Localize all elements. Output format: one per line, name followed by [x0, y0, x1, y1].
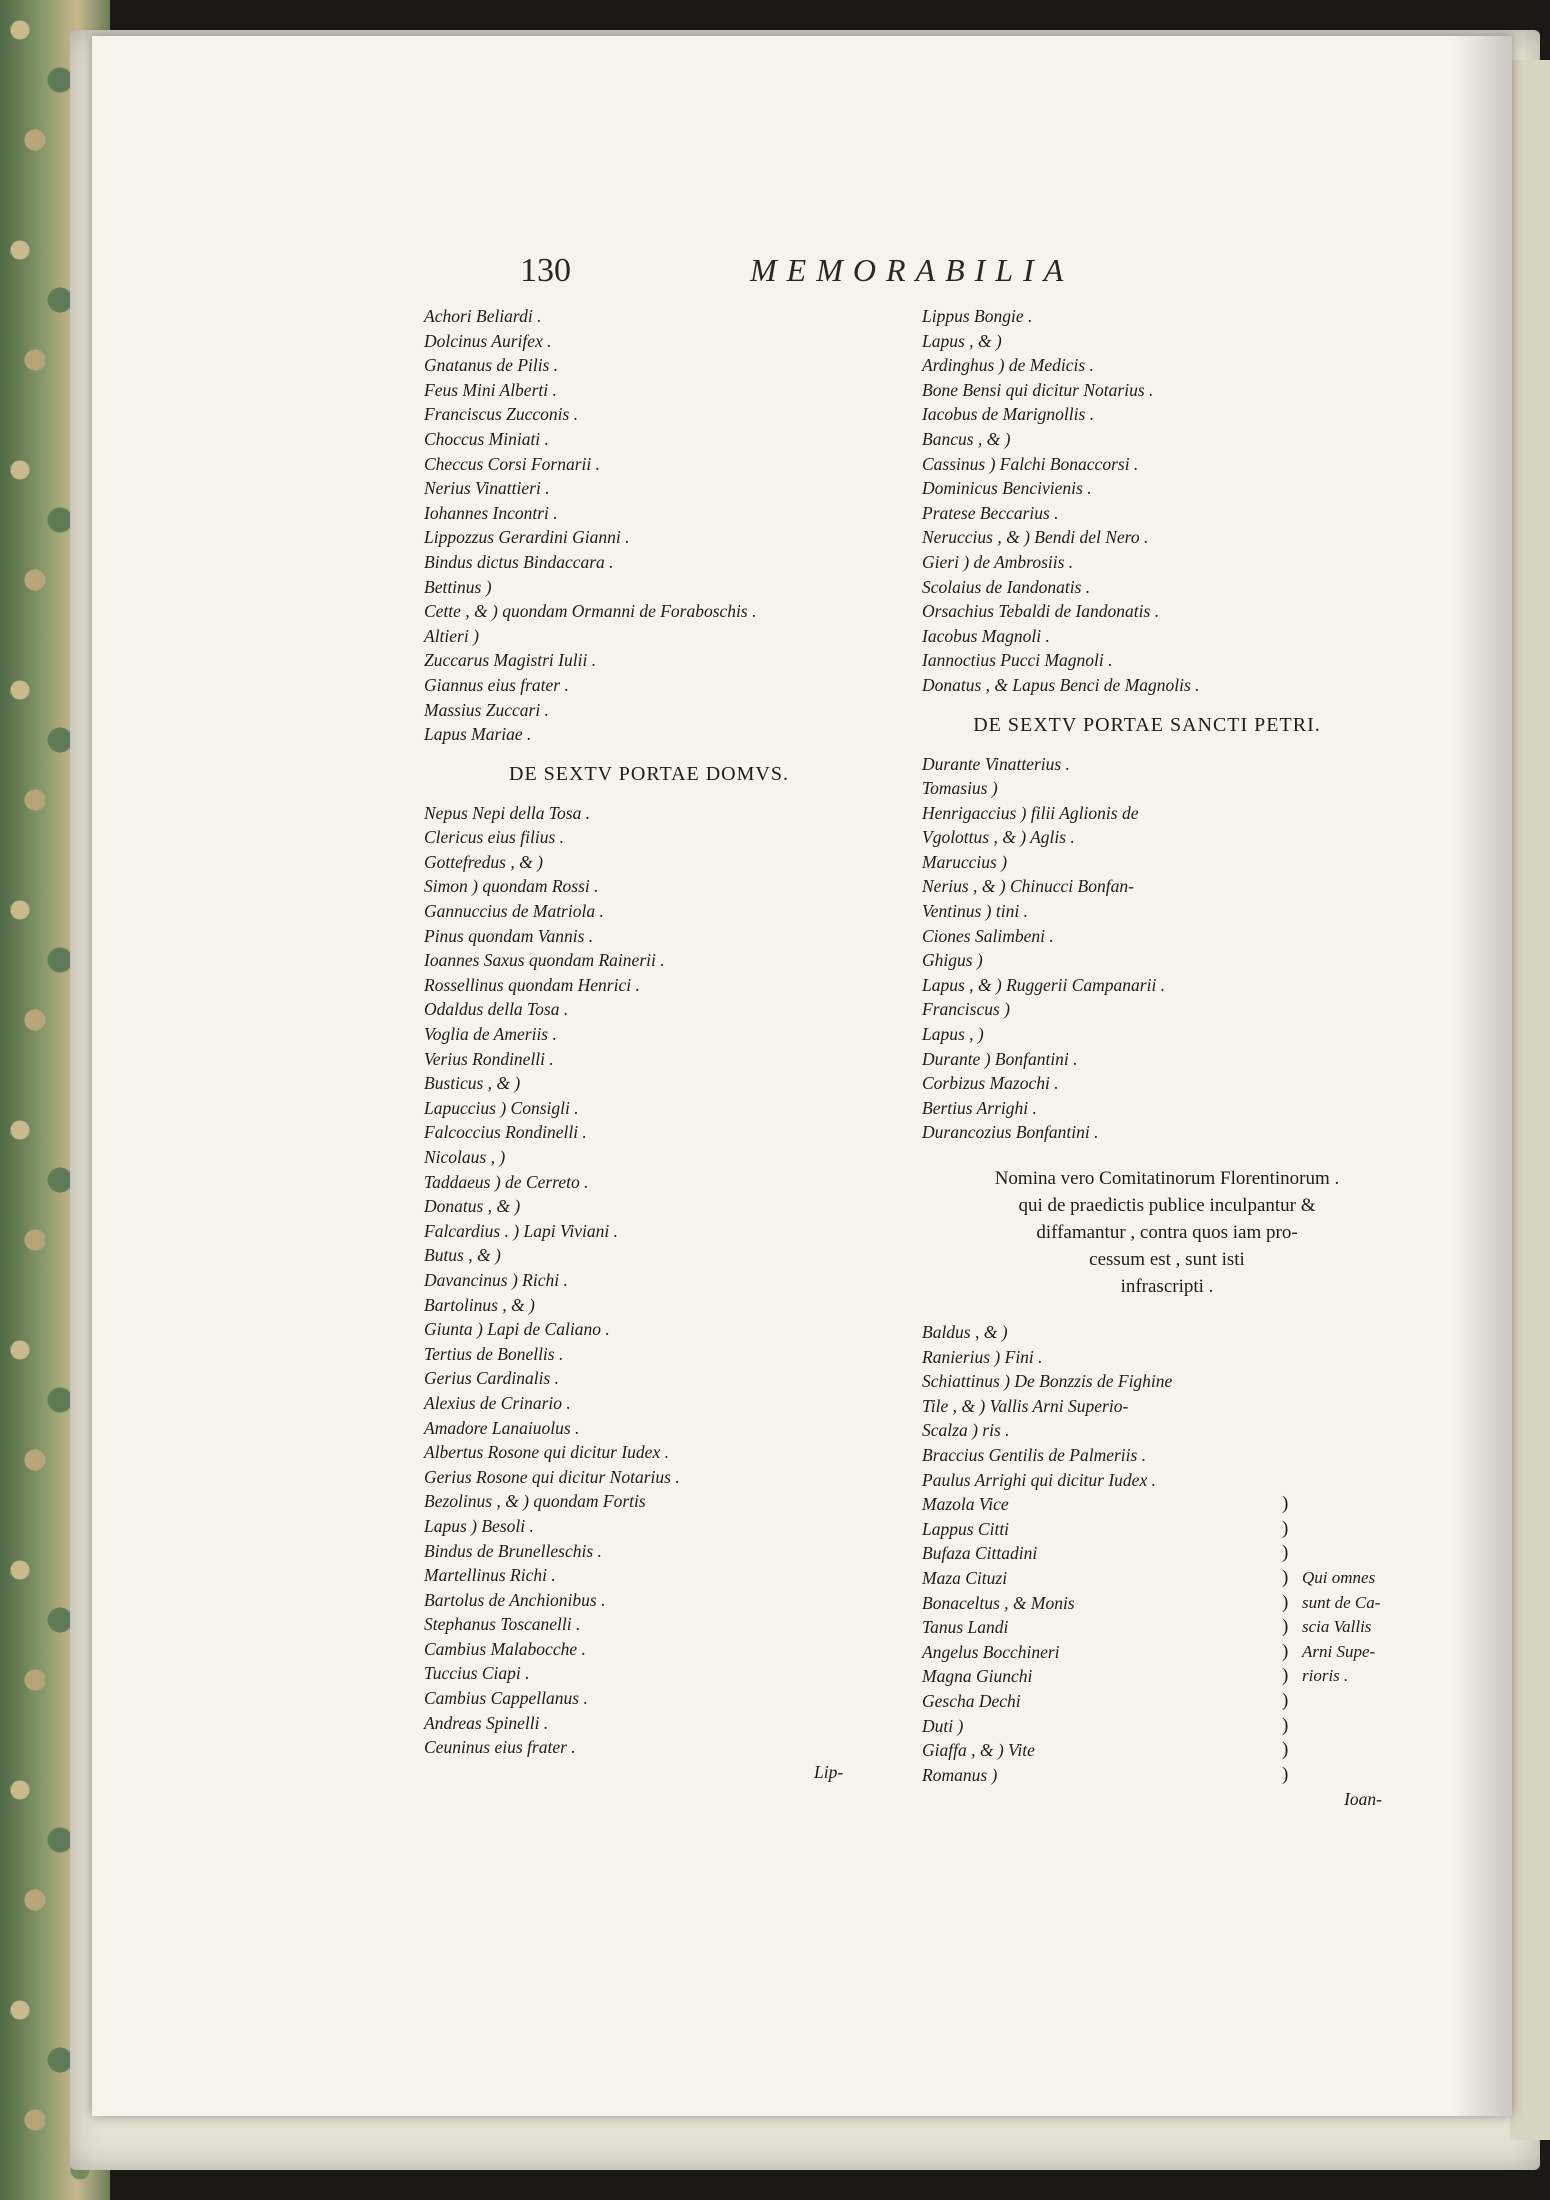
name-entry: Lapus , ) [922, 1024, 984, 1045]
name-entry: Tuccius Ciapi . [424, 1663, 530, 1684]
brace-mark: ) [1282, 1542, 1289, 1564]
name-entry: Clericus eius filius . [424, 827, 564, 848]
nomina-heading-line: diffamantur , contra quos iam pro- [1036, 1222, 1298, 1243]
name-entry [922, 1763, 1412, 1788]
name-entry: Franciscus Zucconis . [424, 404, 579, 425]
name-entry-text: Lappus Citti [922, 1518, 1010, 1539]
name-entry [922, 1640, 1412, 1665]
name-entry: Lapuccius ) Consigli . [424, 1097, 579, 1118]
name-entry: Falcardius . ) Lapi Viviani . [424, 1220, 618, 1241]
name-entry: Butus , & ) [424, 1245, 501, 1266]
spacer [922, 1300, 1412, 1320]
catchword: Lip- [814, 1761, 844, 1782]
name-entry: Altieri ) [424, 625, 479, 646]
name-entry: Donatus , & Lapus Benci de Magnolis . [922, 674, 1200, 695]
name-entry: Feus Mini Alberti . [424, 379, 557, 400]
name-entry: Bartolinus , & ) [424, 1294, 535, 1315]
name-entry: Durante Vinatterius . [922, 753, 1070, 774]
name-entry: Giannus eius frater . [424, 674, 569, 695]
name-entry: Neruccius , & ) Bendi del Nero . [922, 527, 1149, 548]
name-entry: Martellinus Richi . [424, 1565, 556, 1586]
brace-annotation: rioris . [1302, 1666, 1349, 1686]
name-entry: Iohannes Incontri . [424, 502, 558, 523]
name-entry: Pratese Beccarius . [922, 502, 1059, 523]
section-heading-porta-petri: DE SEXTV PORTAE SANCTI PETRI. [973, 713, 1321, 736]
name-entry: Bartolus de Anchionibus . [424, 1589, 606, 1610]
name-entry: Pinus quondam Vannis . [424, 925, 594, 946]
name-entry: Giunta ) Lapi de Caliano . [424, 1319, 610, 1340]
name-entry: Ventinus ) tini . [922, 901, 1028, 922]
name-entry [922, 1664, 1412, 1689]
name-entry: Busticus , & ) [424, 1073, 521, 1094]
name-entry: Tertius de Bonellis . [424, 1343, 564, 1364]
brace-mark: ) [1282, 1517, 1289, 1539]
brace-annotation: scia Vallis [1302, 1617, 1372, 1637]
name-entry [922, 1566, 1412, 1591]
name-entry [922, 1738, 1412, 1763]
name-entry: Bezolinus , & ) quondam Fortis [424, 1491, 646, 1512]
nomina-heading-line: infrascripti . [1120, 1276, 1214, 1297]
name-entry: Bancus , & ) [922, 428, 1011, 449]
name-entry: Gottefredus , & ) [424, 851, 543, 872]
left-column [424, 304, 914, 1784]
name-entry: Durancozius Bonfantini . [922, 1122, 1099, 1143]
nomina-heading [922, 1165, 1412, 1300]
name-entry: Rossellinus quondam Henrici . [424, 974, 640, 995]
name-entry: Massius Zuccari . [424, 699, 549, 720]
name-entry: Gerius Cardinalis . [424, 1368, 559, 1389]
name-entry: Ardinghus ) de Medicis . [922, 355, 1094, 376]
name-entry-text: Magna Giunchi [922, 1666, 1033, 1687]
name-entry: Lippozzus Gerardini Gianni . [424, 527, 630, 548]
brace-mark: ) [1282, 1763, 1289, 1785]
name-entry: Bindus dictus Bindaccara . [424, 551, 614, 572]
name-entry: Corbizus Mazochi . [922, 1073, 1059, 1094]
name-entry: Dominicus Bencivienis . [922, 478, 1092, 499]
page-header [520, 252, 1320, 292]
name-entry: Simon ) quondam Rossi . [424, 876, 599, 897]
name-entry: Achori Beliardi . [424, 306, 542, 326]
brace-annotation: Arni Supe- [1302, 1641, 1376, 1661]
brace-mark: ) [1282, 1493, 1289, 1515]
brace-mark: ) [1282, 1616, 1289, 1638]
name-entry-text: Tanus Landi [922, 1617, 1009, 1638]
running-title: MEMORABILIA [750, 252, 1074, 288]
name-entry: Ceuninus eius frater . [424, 1737, 576, 1758]
page-gutter-shadow [1452, 36, 1512, 2116]
brace-mark: ) [1282, 1591, 1289, 1613]
brace-mark: ) [1282, 1640, 1289, 1662]
name-entry: Gannuccius de Matriola . [424, 901, 604, 922]
name-entry-text: Giaffa , & ) Vite [922, 1740, 1035, 1761]
name-entry-text: Bufaza Cittadini [922, 1543, 1038, 1564]
name-entry: Nepus Nepi della Tosa . [424, 802, 591, 823]
nomina-heading-line: cessum est , sunt isti [1089, 1249, 1245, 1270]
name-entry: Paulus Arrighi qui dicitur Iudex . [922, 1469, 1156, 1490]
right-column [922, 304, 1412, 1812]
name-entry: Albertus Rosone qui dicitur Iudex . [424, 1442, 669, 1463]
spacer [922, 1145, 1412, 1165]
name-entry: Baldus , & ) [922, 1322, 1008, 1342]
name-entry: Tomasius ) [922, 778, 998, 799]
name-entry: Franciscus ) [922, 999, 1010, 1020]
name-entry: Durante ) Bonfantini . [922, 1048, 1078, 1069]
name-entry: Dolcinus Aurifex . [424, 330, 552, 351]
name-entry: Iacobus Magnoli . [922, 625, 1050, 646]
name-entry: Davancinus ) Richi . [424, 1269, 568, 1290]
name-entry: Tile , & ) Vallis Arni Superio- [922, 1395, 1129, 1416]
catchword: Ioan- [1344, 1789, 1382, 1810]
name-entry: Maruccius ) [922, 851, 1008, 872]
name-entry [922, 1714, 1412, 1739]
name-entry [922, 1517, 1412, 1542]
catchword-line [922, 1787, 1412, 1812]
name-entry-text: Gescha Dechi [922, 1690, 1021, 1711]
name-entry: Lapus Mariae . [424, 724, 532, 745]
name-entry: Braccius Gentilis de Palmeriis . [922, 1444, 1147, 1465]
name-entry: Ciones Salimbeni . [922, 925, 1054, 946]
brace-mark: ) [1282, 1689, 1289, 1711]
name-entry-text: Mazola Vice [922, 1494, 1009, 1515]
name-entry: Schiattinus ) De Bonzzis de Fighine [922, 1371, 1173, 1392]
name-entry: Gerius Rosone qui dicitur Notarius . [424, 1466, 680, 1487]
name-entry [922, 1615, 1412, 1640]
name-entry: Lippus Bongie . [922, 306, 1033, 326]
name-entry: Stephanus Toscanelli . [424, 1614, 581, 1635]
name-entry-text: Duti ) [922, 1715, 964, 1736]
name-entry: Cette , & ) quondam Ormanni de Foraboschis . [424, 601, 757, 622]
name-entry: Lapus , & ) Ruggerii Campanarii . [922, 974, 1166, 995]
name-entry: Gieri ) de Ambrosiis . [922, 551, 1074, 572]
name-entry: Scalza ) ris . [922, 1420, 1010, 1441]
brace-mark: ) [1282, 1665, 1289, 1687]
name-entry: Vgolottus , & ) Aglis . [922, 827, 1075, 848]
name-entry: Zuccarus Magistri Iulii . [424, 650, 597, 671]
name-entry: Orsachius Tebaldi de Iandonatis . [922, 601, 1160, 622]
name-entry: Falcoccius Rondinelli . [424, 1122, 587, 1143]
name-entry-text: Romanus ) [922, 1764, 998, 1785]
name-entry: Voglia de Ameriis . [424, 1024, 557, 1045]
name-entry: Alexius de Crinario . [424, 1392, 571, 1413]
name-entry: Bettinus ) [424, 576, 492, 597]
name-entry: Amadore Lanaiuolus . [424, 1417, 580, 1438]
brace-annotation: Qui omnes [1302, 1567, 1376, 1587]
brace-annotation: sunt de Ca- [1302, 1592, 1381, 1612]
name-entry: Henrigaccius ) filii Aglionis de [922, 802, 1139, 823]
nomina-heading-line: qui de praedictis publice inculpantur & [1018, 1195, 1316, 1216]
name-entry: Checcus Corsi Fornarii . [424, 453, 600, 474]
name-entry: Nicolaus , ) [424, 1147, 506, 1167]
section-heading-porta-domus: DE SEXTV PORTAE DOMVS. [509, 762, 789, 785]
name-entry: Iannoctius Pucci Magnoli . [922, 650, 1113, 671]
name-entry: Donatus , & ) [424, 1196, 521, 1217]
name-entry [922, 1591, 1412, 1616]
brace-mark: ) [1282, 1714, 1289, 1736]
brace-mark: ) [1282, 1566, 1289, 1588]
name-entry: Bone Bensi qui dicitur Notarius . [922, 379, 1154, 400]
nomina-heading-line: Nomina vero Comitatinorum Florentinorum . [994, 1168, 1340, 1189]
name-entry: Cassinus ) Falchi Bonaccorsi . [922, 453, 1139, 474]
brace-mark: ) [1282, 1739, 1289, 1761]
name-entry: Nerius Vinattieri . [424, 478, 550, 499]
facing-page-edge [1510, 60, 1550, 2140]
name-entry: Scolaius de Iandonatis . [922, 576, 1091, 597]
name-entry: Ioannes Saxus quondam Rainerii . [424, 950, 665, 971]
name-entry-text: Angelus Bocchineri [922, 1641, 1060, 1662]
name-entry [922, 1689, 1412, 1714]
name-entry: Ranierius ) Fini . [922, 1346, 1043, 1367]
name-entry: Verius Rondinelli . [424, 1048, 554, 1069]
catchword-line [424, 1760, 914, 1785]
name-entry: Cambius Malabocche . [424, 1638, 586, 1659]
name-entry: Ghigus ) [922, 950, 983, 971]
name-entry: Nerius , & ) Chinucci Bonfan- [922, 876, 1134, 897]
name-entry [922, 1541, 1412, 1566]
name-entry: Lapus , & ) [922, 330, 1002, 351]
name-entry: Lapus ) Besoli . [424, 1515, 534, 1536]
name-entry: Choccus Miniati . [424, 428, 549, 449]
name-entry: Bindus de Brunelleschis . [424, 1540, 602, 1561]
name-entry: Iacobus de Marignollis . [922, 404, 1095, 425]
name-entry: Odaldus della Tosa . [424, 999, 569, 1020]
name-entry: Andreas Spinelli . [424, 1712, 549, 1733]
page-number: 130 [520, 252, 571, 289]
name-entry-text: Maza Cituzi [922, 1567, 1008, 1588]
name-entry-text: Bonaceltus , & Monis [922, 1592, 1075, 1613]
name-entry: Gnatanus de Pilis . [424, 355, 559, 376]
name-entry: Cambius Cappellanus . [424, 1688, 588, 1709]
name-entry: Bertius Arrighi . [922, 1097, 1037, 1118]
name-entry [922, 1492, 1412, 1517]
name-entry: Taddaeus ) de Cerreto . [424, 1171, 589, 1192]
